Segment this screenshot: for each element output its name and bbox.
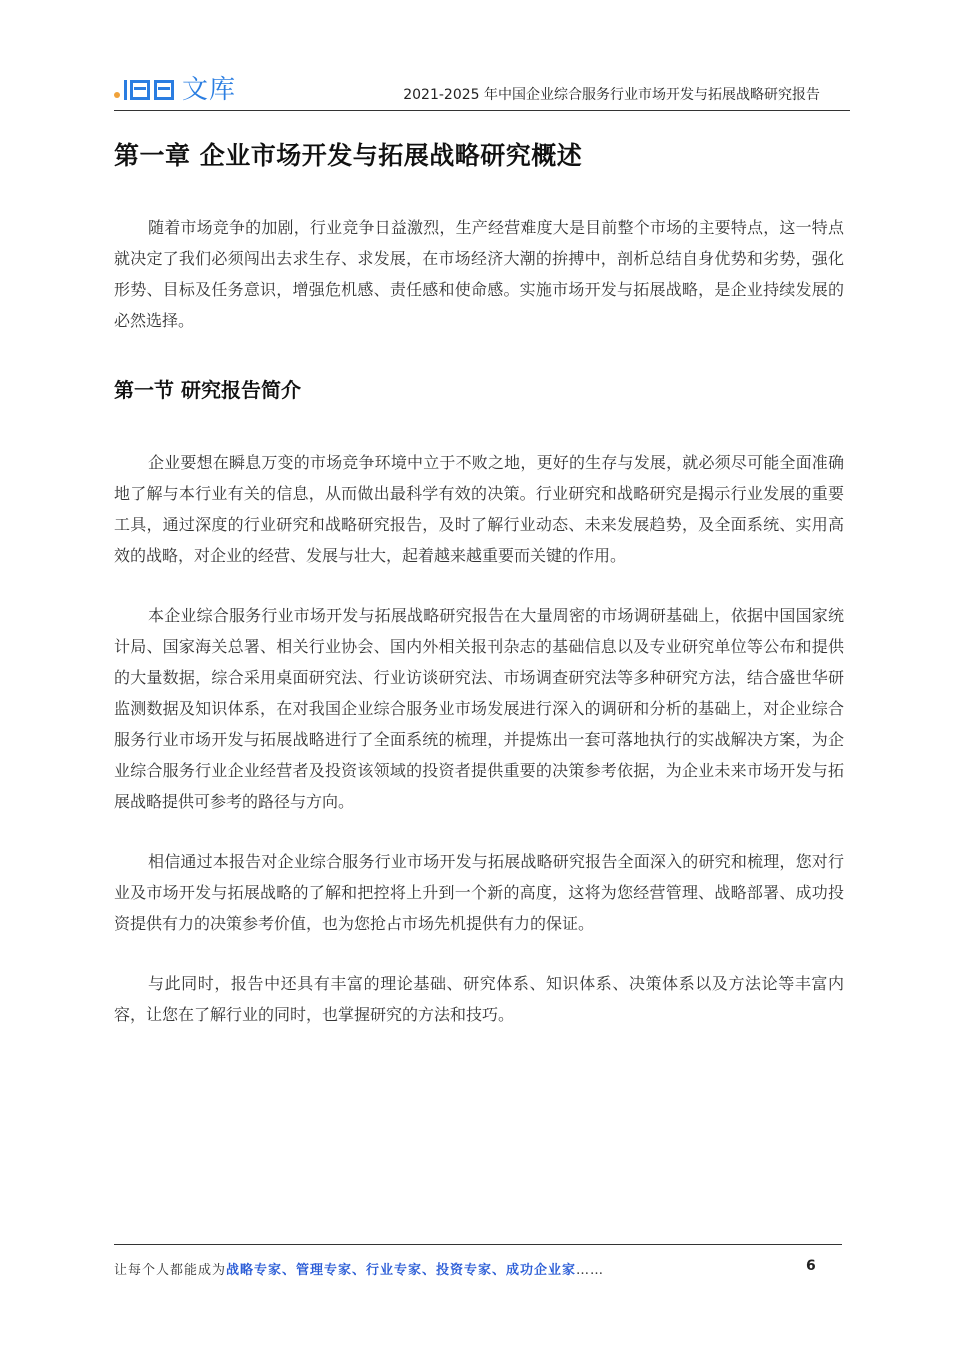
footer-slogan-prefix: 让每个人都能成为 xyxy=(114,1263,227,1278)
chapter-intro-paragraph: 随着市场竞争的加剧，行业竞争日益激烈，生产经营难度大是目前整个市场的主要特点，这一特点就决定了我们必须闯出去求生存、求发展，在市场经济大潮的拚搏中，剖析总结自身优势和劣势，强化形势、目标及任务意识，增强危机感、责任感和使命感。实施市场开发与拓展战略，是企业持续发展的必然选择。 xyxy=(114,218,844,330)
footer-slogan-highlight: 战略专家、管理专家、行业专家、投资专家、成功企业家 xyxy=(226,1263,577,1278)
logo-mark-icon xyxy=(114,72,178,102)
section-paragraph-3: 相信通过本报告对企业综合服务行业市场开发与拓展战略研究报告全面深入的研究和梳理，您对行业及市场开发与拓展战略的了解和把控将上升到一个新的高度，这将为您经营管理、战略部署、成功投资提供有力的决策参考价值，也为您抢占市场先机提供有力的保证。 xyxy=(114,852,844,933)
footer-divider xyxy=(114,1244,842,1245)
section-title: 第一节 研究报告简介 xyxy=(114,378,301,402)
page-header xyxy=(114,66,850,111)
footer-slogan-suffix: …… xyxy=(576,1263,605,1278)
chapter-title: 第一章 企业市场开发与拓展战略研究概述 xyxy=(114,141,583,170)
logo xyxy=(114,70,236,104)
section-paragraph-1: 企业要想在瞬息万变的市场竞争环境中立于不败之地，更好的生存与发展，就必须尽可能全面准确地了解与本行业有关的信息，从而做出最科学有效的决策。行业研究和战略研究是揭示行业发展的重要工具，通过深度的行业研究和战略研究报告，及时了解行业动态、未来发展趋势，及全面系统、实用高效的战略，对企业的经营、发展与壮大，起着越来越重要而关键的作用。 xyxy=(114,453,844,565)
section-paragraph-2: 本企业综合服务行业市场开发与拓展战略研究报告在大量周密的市场调研基础上，依据中国国家统计局、国家海关总署、相关行业协会、国内外相关报刊杂志的基础信息以及专业研究单位等公布和提供的大量数据，综合采用桌面研究法、行业访谈研究法、市场调查研究法等多种研究方法，结合盛世华研监测数据及知识体系，在对我国企业综合服务业市场发展进行深入的调研和分析的基础上，对企业综合服务行业市场开发与拓展战略进行了全面系统的梳理，并提炼出一套可落地执行的实战解决方案，为企业综合服务行业企业经营者及投资该领域的投资者提供重要的决策参考依据，为企业未来市场开发与拓展战略提供可参考的路径与方向。 xyxy=(114,606,844,811)
footer-slogan xyxy=(114,1259,604,1278)
document-title: 2021-2025 年中国企业综合服务行业市场开发与拓展战略研究报告 xyxy=(403,87,820,103)
section-paragraph-4: 与此同时，报告中还具有丰富的理论基础、研究体系、知识体系、决策体系以及方法论等丰富内容，让您在了解行业的同时，也掌握研究的方法和技巧。 xyxy=(114,974,844,1024)
logo-text: 文库 xyxy=(182,74,237,105)
page-number: 6 xyxy=(806,1258,816,1274)
